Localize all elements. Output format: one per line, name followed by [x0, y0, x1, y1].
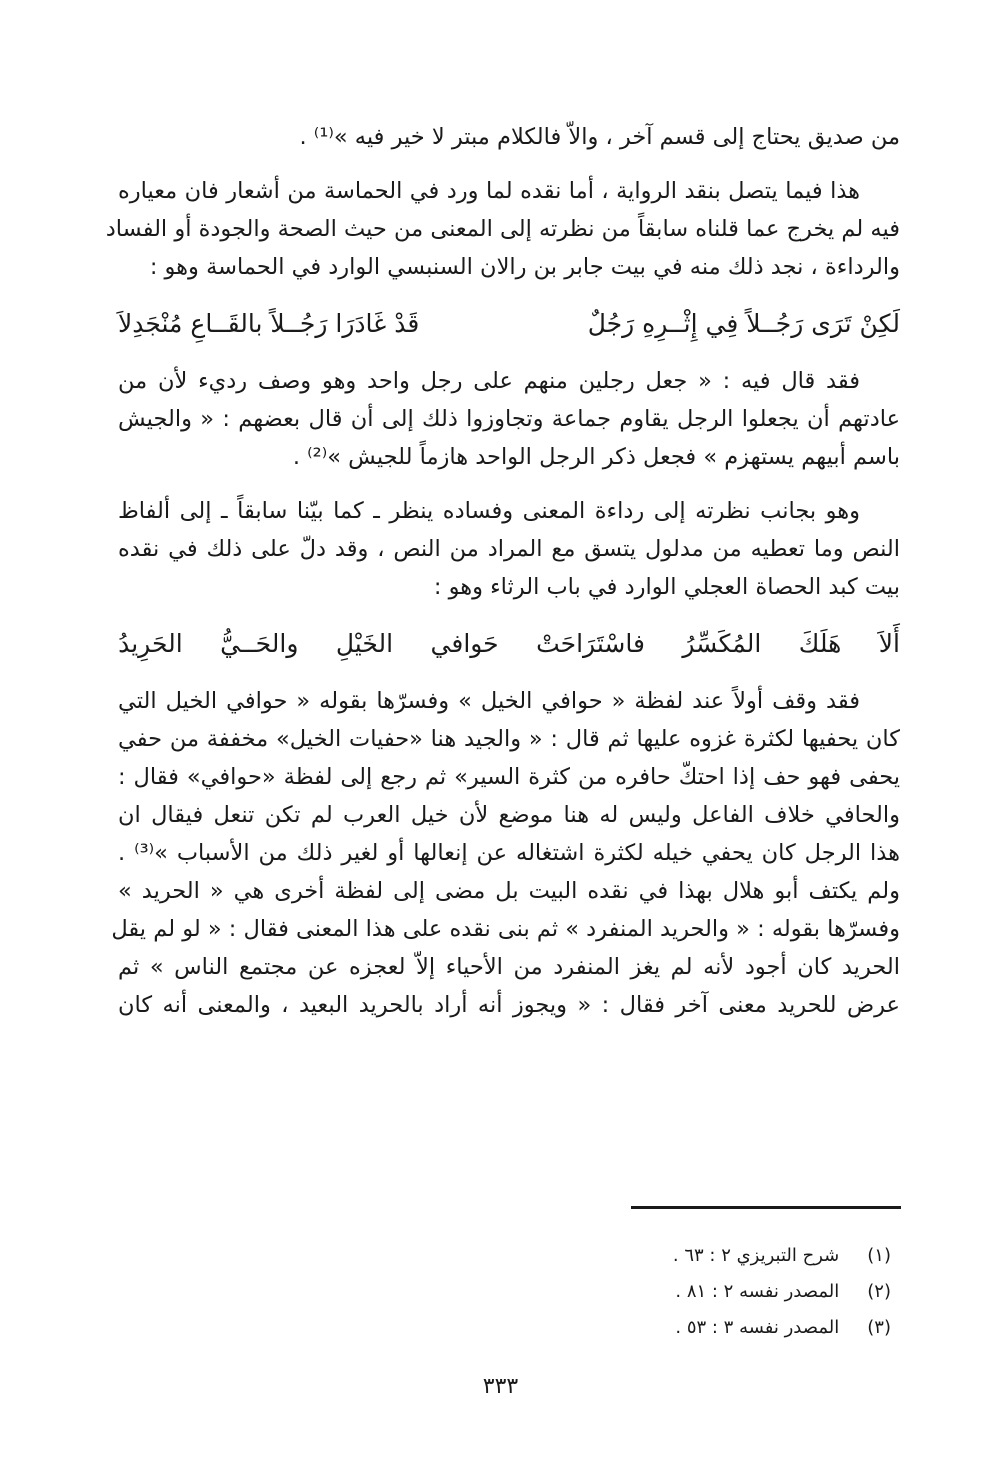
text-line: هذا فيما يتصل بنقد الرواية ، أما نقده لما ورد في الحماسة من أشعار فان معياره	[118, 178, 860, 204]
verse-second-hemistich: قَدْ غَادَرَا رَجُــلاً بالقَــاعِ مُنْجَدِلاَ	[118, 309, 420, 338]
verse-kabid-al-hasat	[118, 622, 900, 666]
verse-word: أَلاَ	[878, 629, 900, 658]
paragraph-2	[105, 172, 900, 286]
page-number: ٣٣٣	[482, 1374, 519, 1399]
text-line: عادتهم أن يجعلوا الرجل يقاوم جماعة وتجاوزوا ذلك إلى أن قال بعضهم : « والجيش	[118, 406, 900, 432]
verse-word: هَلَكَ	[798, 629, 842, 658]
footnote-text: المصدر نفسه ٢ : ٨١ .	[675, 1281, 840, 1302]
text-line: ولم يكتف أبو هلال بهذا في نقده البيت بل مضى إلى لفظة أخرى هي « الحريد »	[118, 878, 900, 904]
verse-word: الحَرِيدُ	[118, 629, 183, 658]
verse-word: المُكَسِّرُ	[682, 629, 762, 658]
paragraph-3	[118, 362, 900, 476]
text-line: والحافي خلاف الفاعل وليس له هنا موضع لأن خيل العرب لم تكن تنعل فيقال ان	[118, 802, 900, 828]
text-line: هذا الرجل كان يحفي خيله لكثرة اشتغاله عن إنعالها أو لغير ذلك من الأسباب »⁽³⁾ .	[118, 840, 900, 866]
footnote-text: المصدر نفسه ٣ : ٥٣ .	[675, 1317, 840, 1338]
text-line: فيه لم يخرج عما قلناه سابقاً من نظرته إلى المعنى من حيث الصحة والجودة أو الفساد	[105, 216, 900, 242]
footnote-divider	[631, 1206, 901, 1209]
footnotes	[391, 1238, 891, 1346]
text-line: بيت كبد الحصاة العجلي الوارد في باب الرثاء وهو :	[433, 574, 900, 600]
paragraph-4	[118, 492, 900, 606]
footnote	[391, 1310, 891, 1346]
verse-word: الخَيْلِ	[335, 629, 394, 658]
footnote	[391, 1274, 891, 1310]
footnote-number: (٣)	[867, 1317, 891, 1338]
text-line: وهو بجانب نظرته إلى رداءة المعنى وفساده ينظر ـ كما بيّنا سابقاً ـ إلى ألفاظ	[118, 498, 860, 524]
text-line: باسم أبيهم يستهزم » فجعل ذكر الرجل الواحد هازماً للجيش »⁽²⁾ .	[292, 444, 900, 470]
text-line: وفسرّها بقوله : « والحريد المنفرد » ثم بنى نقده على هذا المعنى فقال : « لو لم يقل	[111, 916, 900, 942]
verse-jabir	[118, 302, 900, 346]
verse-word: فاسْتَرَاحَتْ	[536, 629, 645, 658]
verse-first-hemistich: لَكِنْ تَرَى رَجُــلاً فِي إِثْــرِهِ رَجُلٌ	[587, 309, 900, 338]
paragraph-1	[118, 118, 900, 156]
text-line: يحفى فهو حف إذا احتكّ حافره من كثرة السير» ثم رجع إلى لفظة «حوافي» فقال :	[118, 764, 900, 790]
text-line: من صديق يحتاج إلى قسم آخر ، والاّ فالكلام مبتر لا خير فيه »⁽¹⁾ .	[299, 124, 900, 150]
text-line: والرداءة ، نجد ذلك منه في بيت جابر بن رالان السنبسي الوارد في الحماسة وهو :	[149, 254, 900, 280]
footnote-number: (٢)	[867, 1281, 891, 1302]
verse-word: حَوافي	[430, 629, 499, 658]
text-line: فقد قال فيه : « جعل رجلين منهم على رجل واحد وهو وصف رديء لأن من	[118, 368, 860, 394]
footnote-number: (١)	[867, 1245, 891, 1266]
text-line: الحريد كان أجود لأنه لم يغز المنفرد من الأحياء إلاّ لعجزه عن مجتمع الناس » ثم	[118, 954, 900, 980]
footnote	[391, 1238, 891, 1274]
text-line: كان يحفيها لكثرة غزوه عليها ثم قال : « والجيد هنا «حفيات الخيل» مخففة من حفي	[118, 726, 900, 752]
footnote-text: شرح التبريزي ٢ : ٦٣ .	[672, 1245, 840, 1266]
text-line: فقد وقف أولاً عند لفظة « حوافي الخيل » وفسرّها بقوله « حوافي الخيل التي	[118, 688, 860, 714]
text-line: النص وما تعطيه من مدلول يتسق مع المراد من النص ، وقد دلّ على ذلك في نقده	[118, 536, 900, 562]
text-line: عرض للحريد معنى آخر فقال : « ويجوز أنه أراد بالحريد البعيد ، والمعنى أنه كان	[118, 992, 900, 1018]
page-body	[105, 118, 900, 1040]
paragraph-5	[111, 682, 900, 1024]
verse-word: والحَــيُّ	[220, 629, 299, 658]
